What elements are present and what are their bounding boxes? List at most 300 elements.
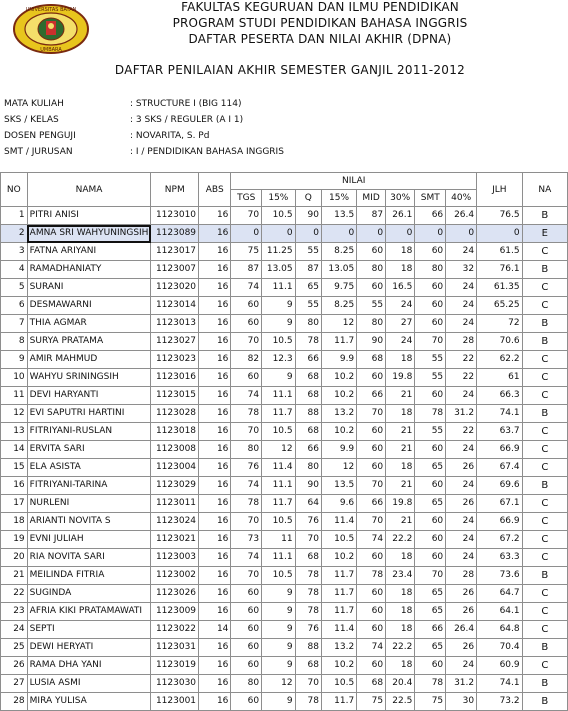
tgs-score-cell[interactable]: 70 bbox=[231, 207, 262, 225]
tgs-weighted-cell[interactable]: 9 bbox=[262, 297, 296, 315]
absence-count-cell[interactable]: 16 bbox=[199, 297, 231, 315]
absence-count-cell[interactable]: 16 bbox=[199, 351, 231, 369]
final-grade-cell[interactable]: C bbox=[522, 459, 567, 477]
smt-weighted-cell[interactable]: 22 bbox=[446, 351, 477, 369]
mid-score-cell[interactable]: 60 bbox=[357, 585, 386, 603]
mid-weighted-cell[interactable]: 18 bbox=[386, 261, 415, 279]
row-number-cell[interactable]: 12 bbox=[1, 405, 28, 423]
smt-weighted-cell[interactable]: 24 bbox=[446, 243, 477, 261]
quiz-score-cell[interactable]: 78 bbox=[295, 333, 321, 351]
quiz-score-cell[interactable]: 70 bbox=[295, 675, 321, 693]
mid-weighted-cell[interactable]: 16.5 bbox=[386, 279, 415, 297]
mid-score-cell[interactable]: 60 bbox=[357, 441, 386, 459]
tgs-score-cell[interactable]: 70 bbox=[231, 423, 262, 441]
tgs-weighted-cell[interactable]: 9 bbox=[262, 315, 296, 333]
smt-weighted-cell[interactable]: 26 bbox=[446, 459, 477, 477]
tgs-score-cell[interactable]: 74 bbox=[231, 387, 262, 405]
mid-score-cell[interactable]: 90 bbox=[357, 333, 386, 351]
smt-weighted-cell[interactable]: 30 bbox=[446, 693, 477, 711]
table-row[interactable] bbox=[1, 549, 568, 567]
final-grade-cell[interactable]: B bbox=[522, 315, 567, 333]
total-score-cell[interactable]: 74.1 bbox=[477, 675, 522, 693]
mid-score-cell[interactable]: 66 bbox=[357, 387, 386, 405]
total-score-cell[interactable]: 64.7 bbox=[477, 585, 522, 603]
student-npm-cell[interactable]: 1123089 bbox=[151, 225, 199, 243]
smt-score-cell[interactable]: 66 bbox=[415, 621, 446, 639]
tgs-score-cell[interactable]: 60 bbox=[231, 297, 262, 315]
tgs-weighted-cell[interactable]: 9 bbox=[262, 657, 296, 675]
smt-score-cell[interactable]: 70 bbox=[415, 567, 446, 585]
smt-score-cell[interactable]: 80 bbox=[415, 261, 446, 279]
final-grade-cell[interactable]: C bbox=[522, 297, 567, 315]
smt-weighted-cell[interactable]: 22 bbox=[446, 369, 477, 387]
tgs-score-cell[interactable]: 60 bbox=[231, 315, 262, 333]
table-row[interactable] bbox=[1, 441, 568, 459]
total-score-cell[interactable]: 66.3 bbox=[477, 387, 522, 405]
quiz-score-cell[interactable]: 78 bbox=[295, 585, 321, 603]
mid-weighted-cell[interactable]: 18 bbox=[386, 621, 415, 639]
mid-weighted-cell[interactable]: 21 bbox=[386, 513, 415, 531]
student-name-cell[interactable]: SEPTI bbox=[27, 621, 151, 639]
student-name-cell[interactable]: EVNI JULIAH bbox=[27, 531, 151, 549]
tgs-weighted-cell[interactable]: 9 bbox=[262, 621, 296, 639]
tgs-weighted-cell[interactable]: 11.7 bbox=[262, 405, 296, 423]
quiz-weighted-cell[interactable]: 13.05 bbox=[321, 261, 356, 279]
smt-weighted-cell[interactable]: 24 bbox=[446, 279, 477, 297]
total-score-cell[interactable]: 66.9 bbox=[477, 441, 522, 459]
col-header-smt-percent[interactable]: 40% bbox=[446, 190, 477, 207]
total-score-cell[interactable]: 76.1 bbox=[477, 261, 522, 279]
student-npm-cell[interactable]: 1123007 bbox=[151, 261, 199, 279]
total-score-cell[interactable]: 70.4 bbox=[477, 639, 522, 657]
quiz-score-cell[interactable]: 55 bbox=[295, 297, 321, 315]
mid-weighted-cell[interactable]: 18 bbox=[386, 657, 415, 675]
quiz-weighted-cell[interactable]: 10.2 bbox=[321, 387, 356, 405]
tgs-weighted-cell[interactable]: 9 bbox=[262, 693, 296, 711]
student-name-cell[interactable]: RIA NOVITA SARI bbox=[27, 549, 151, 567]
smt-score-cell[interactable]: 60 bbox=[415, 243, 446, 261]
quiz-weighted-cell[interactable]: 11.7 bbox=[321, 585, 356, 603]
student-name-cell[interactable]: SURANI bbox=[27, 279, 151, 297]
absence-count-cell[interactable]: 16 bbox=[199, 675, 231, 693]
student-name-cell[interactable]: WAHYU SRININGSIH bbox=[27, 369, 151, 387]
table-row[interactable] bbox=[1, 333, 568, 351]
table-row[interactable] bbox=[1, 405, 568, 423]
mid-score-cell[interactable]: 78 bbox=[357, 567, 386, 585]
student-npm-cell[interactable]: 1123014 bbox=[151, 297, 199, 315]
smt-weighted-cell[interactable]: 24 bbox=[446, 315, 477, 333]
final-grade-cell[interactable]: C bbox=[522, 441, 567, 459]
student-name-cell[interactable]: DEWI HERYATI bbox=[27, 639, 151, 657]
student-name-cell[interactable]: SUGINDA bbox=[27, 585, 151, 603]
col-header-no[interactable]: NO bbox=[1, 173, 28, 207]
mid-weighted-cell[interactable]: 18 bbox=[386, 351, 415, 369]
col-header-nilai[interactable]: NILAI bbox=[231, 173, 477, 190]
tgs-weighted-cell[interactable]: 10.5 bbox=[262, 423, 296, 441]
student-name-cell[interactable]: ARIANTI NOVITA S bbox=[27, 513, 151, 531]
mid-score-cell[interactable]: 60 bbox=[357, 549, 386, 567]
student-name-cell[interactable]: AMIR MAHMUD bbox=[27, 351, 151, 369]
tgs-weighted-cell[interactable]: 9 bbox=[262, 585, 296, 603]
row-number-cell[interactable]: 20 bbox=[1, 549, 28, 567]
absence-count-cell[interactable]: 16 bbox=[199, 585, 231, 603]
row-number-cell[interactable]: 4 bbox=[1, 261, 28, 279]
student-npm-cell[interactable]: 1123020 bbox=[151, 279, 199, 297]
mid-weighted-cell[interactable]: 21 bbox=[386, 387, 415, 405]
mid-score-cell[interactable]: 70 bbox=[357, 405, 386, 423]
total-score-cell[interactable]: 67.4 bbox=[477, 459, 522, 477]
tgs-weighted-cell[interactable]: 9 bbox=[262, 603, 296, 621]
table-row[interactable] bbox=[1, 297, 568, 315]
absence-count-cell[interactable]: 16 bbox=[199, 261, 231, 279]
tgs-weighted-cell[interactable]: 10.5 bbox=[262, 513, 296, 531]
absence-count-cell[interactable]: 16 bbox=[199, 657, 231, 675]
tgs-score-cell[interactable]: 74 bbox=[231, 279, 262, 297]
smt-weighted-cell[interactable]: 22 bbox=[446, 423, 477, 441]
mid-score-cell[interactable]: 60 bbox=[357, 657, 386, 675]
mid-weighted-cell[interactable]: 24 bbox=[386, 297, 415, 315]
final-grade-cell[interactable]: C bbox=[522, 513, 567, 531]
final-grade-cell[interactable]: C bbox=[522, 603, 567, 621]
quiz-score-cell[interactable]: 76 bbox=[295, 621, 321, 639]
quiz-score-cell[interactable]: 76 bbox=[295, 513, 321, 531]
student-npm-cell[interactable]: 1123026 bbox=[151, 585, 199, 603]
final-grade-cell[interactable]: C bbox=[522, 621, 567, 639]
row-number-cell[interactable]: 1 bbox=[1, 207, 28, 225]
tgs-weighted-cell[interactable]: 10.5 bbox=[262, 333, 296, 351]
col-header-mid-percent[interactable]: 30% bbox=[386, 190, 415, 207]
table-row[interactable] bbox=[1, 567, 568, 585]
col-header-mid[interactable]: MID bbox=[357, 190, 386, 207]
col-header-tgs[interactable]: TGS bbox=[231, 190, 262, 207]
mid-weighted-cell[interactable]: 18 bbox=[386, 405, 415, 423]
tgs-score-cell[interactable]: 0 bbox=[231, 225, 262, 243]
quiz-weighted-cell[interactable]: 10.2 bbox=[321, 657, 356, 675]
tgs-score-cell[interactable]: 78 bbox=[231, 405, 262, 423]
mid-weighted-cell[interactable]: 19.8 bbox=[386, 495, 415, 513]
col-header-quiz-percent[interactable]: 15% bbox=[321, 190, 356, 207]
student-npm-cell[interactable]: 1123028 bbox=[151, 405, 199, 423]
student-name-cell[interactable]: AMNA SRI WAHYUNINGSIH bbox=[27, 225, 151, 243]
total-score-cell[interactable]: 62.2 bbox=[477, 351, 522, 369]
absence-count-cell[interactable]: 16 bbox=[199, 603, 231, 621]
student-name-cell[interactable]: LUSIA ASMI bbox=[27, 675, 151, 693]
row-number-cell[interactable]: 3 bbox=[1, 243, 28, 261]
mid-score-cell[interactable]: 60 bbox=[357, 369, 386, 387]
absence-count-cell[interactable]: 16 bbox=[199, 333, 231, 351]
quiz-weighted-cell[interactable]: 12 bbox=[321, 459, 356, 477]
mid-score-cell[interactable]: 70 bbox=[357, 477, 386, 495]
tgs-score-cell[interactable]: 74 bbox=[231, 477, 262, 495]
table-row[interactable] bbox=[1, 531, 568, 549]
table-row[interactable] bbox=[1, 621, 568, 639]
tgs-score-cell[interactable]: 60 bbox=[231, 639, 262, 657]
row-number-cell[interactable]: 6 bbox=[1, 297, 28, 315]
smt-score-cell[interactable]: 60 bbox=[415, 549, 446, 567]
smt-weighted-cell[interactable]: 26 bbox=[446, 603, 477, 621]
mid-weighted-cell[interactable]: 18 bbox=[386, 603, 415, 621]
col-header-smt[interactable]: SMT bbox=[415, 190, 446, 207]
absence-count-cell[interactable]: 16 bbox=[199, 441, 231, 459]
smt-score-cell[interactable]: 65 bbox=[415, 585, 446, 603]
student-npm-cell[interactable]: 1123019 bbox=[151, 657, 199, 675]
table-row[interactable] bbox=[1, 495, 568, 513]
quiz-score-cell[interactable]: 64 bbox=[295, 495, 321, 513]
final-grade-cell[interactable]: E bbox=[522, 225, 567, 243]
tgs-score-cell[interactable]: 60 bbox=[231, 369, 262, 387]
table-row[interactable] bbox=[1, 387, 568, 405]
smt-score-cell[interactable]: 60 bbox=[415, 315, 446, 333]
mid-score-cell[interactable]: 70 bbox=[357, 513, 386, 531]
absence-count-cell[interactable]: 16 bbox=[199, 207, 231, 225]
student-npm-cell[interactable]: 1123008 bbox=[151, 441, 199, 459]
final-grade-cell[interactable]: B bbox=[522, 405, 567, 423]
final-grade-cell[interactable]: B bbox=[522, 567, 567, 585]
tgs-score-cell[interactable]: 87 bbox=[231, 261, 262, 279]
mid-score-cell[interactable]: 80 bbox=[357, 315, 386, 333]
tgs-weighted-cell[interactable]: 11.1 bbox=[262, 477, 296, 495]
absence-count-cell[interactable]: 16 bbox=[199, 243, 231, 261]
col-header-na[interactable]: NA bbox=[522, 173, 567, 207]
quiz-score-cell[interactable]: 66 bbox=[295, 441, 321, 459]
mid-weighted-cell[interactable]: 21 bbox=[386, 441, 415, 459]
smt-score-cell[interactable]: 65 bbox=[415, 495, 446, 513]
tgs-score-cell[interactable]: 60 bbox=[231, 657, 262, 675]
quiz-score-cell[interactable]: 68 bbox=[295, 369, 321, 387]
absence-count-cell[interactable]: 16 bbox=[199, 531, 231, 549]
col-header-quiz[interactable]: Q bbox=[295, 190, 321, 207]
row-number-cell[interactable]: 25 bbox=[1, 639, 28, 657]
final-grade-cell[interactable]: B bbox=[522, 207, 567, 225]
total-score-cell[interactable]: 61 bbox=[477, 369, 522, 387]
mid-weighted-cell[interactable]: 22.5 bbox=[386, 693, 415, 711]
tgs-score-cell[interactable]: 74 bbox=[231, 549, 262, 567]
tgs-weighted-cell[interactable]: 9 bbox=[262, 369, 296, 387]
student-name-cell[interactable]: RAMA DHA YANI bbox=[27, 657, 151, 675]
quiz-score-cell[interactable]: 78 bbox=[295, 567, 321, 585]
total-score-cell[interactable]: 0 bbox=[477, 225, 522, 243]
tgs-weighted-cell[interactable]: 12 bbox=[262, 441, 296, 459]
total-score-cell[interactable]: 69.6 bbox=[477, 477, 522, 495]
student-name-cell[interactable]: AFRIA KIKI PRATAMAWATI bbox=[27, 603, 151, 621]
mid-score-cell[interactable]: 68 bbox=[357, 351, 386, 369]
smt-weighted-cell[interactable]: 24 bbox=[446, 549, 477, 567]
tgs-weighted-cell[interactable]: 9 bbox=[262, 639, 296, 657]
student-name-cell[interactable]: RAMADHANIATY bbox=[27, 261, 151, 279]
quiz-weighted-cell[interactable]: 11.7 bbox=[321, 333, 356, 351]
smt-score-cell[interactable]: 60 bbox=[415, 531, 446, 549]
table-row[interactable] bbox=[1, 351, 568, 369]
quiz-weighted-cell[interactable]: 11.7 bbox=[321, 567, 356, 585]
table-row[interactable] bbox=[1, 225, 568, 243]
smt-weighted-cell[interactable]: 24 bbox=[446, 657, 477, 675]
table-row[interactable] bbox=[1, 693, 568, 711]
student-name-cell[interactable]: DESMAWARNI bbox=[27, 297, 151, 315]
student-name-cell[interactable]: PITRI ANISI bbox=[27, 207, 151, 225]
mid-weighted-cell[interactable]: 19.8 bbox=[386, 369, 415, 387]
mid-weighted-cell[interactable]: 21 bbox=[386, 477, 415, 495]
absence-count-cell[interactable]: 16 bbox=[199, 567, 231, 585]
table-row[interactable] bbox=[1, 261, 568, 279]
final-grade-cell[interactable]: C bbox=[522, 657, 567, 675]
tgs-score-cell[interactable]: 78 bbox=[231, 495, 262, 513]
smt-weighted-cell[interactable]: 24 bbox=[446, 477, 477, 495]
quiz-score-cell[interactable]: 80 bbox=[295, 315, 321, 333]
table-row[interactable] bbox=[1, 207, 568, 225]
table-row[interactable] bbox=[1, 369, 568, 387]
row-number-cell[interactable]: 5 bbox=[1, 279, 28, 297]
tgs-score-cell[interactable]: 60 bbox=[231, 585, 262, 603]
tgs-score-cell[interactable]: 70 bbox=[231, 333, 262, 351]
total-score-cell[interactable]: 67.1 bbox=[477, 495, 522, 513]
student-npm-cell[interactable]: 1123001 bbox=[151, 693, 199, 711]
smt-weighted-cell[interactable]: 26 bbox=[446, 495, 477, 513]
total-score-cell[interactable]: 70.6 bbox=[477, 333, 522, 351]
absence-count-cell[interactable]: 16 bbox=[199, 387, 231, 405]
tgs-score-cell[interactable]: 70 bbox=[231, 513, 262, 531]
student-name-cell[interactable]: THIA AGMAR bbox=[27, 315, 151, 333]
mid-score-cell[interactable]: 80 bbox=[357, 261, 386, 279]
mid-score-cell[interactable]: 0 bbox=[357, 225, 386, 243]
tgs-weighted-cell[interactable]: 12 bbox=[262, 675, 296, 693]
mid-weighted-cell[interactable]: 18 bbox=[386, 459, 415, 477]
smt-score-cell[interactable]: 60 bbox=[415, 477, 446, 495]
quiz-weighted-cell[interactable]: 9.6 bbox=[321, 495, 356, 513]
tgs-weighted-cell[interactable]: 0 bbox=[262, 225, 296, 243]
absence-count-cell[interactable]: 16 bbox=[199, 549, 231, 567]
quiz-score-cell[interactable]: 80 bbox=[295, 459, 321, 477]
absence-count-cell[interactable]: 16 bbox=[199, 369, 231, 387]
row-number-cell[interactable]: 10 bbox=[1, 369, 28, 387]
student-npm-cell[interactable]: 1123009 bbox=[151, 603, 199, 621]
smt-score-cell[interactable]: 55 bbox=[415, 423, 446, 441]
absence-count-cell[interactable]: 16 bbox=[199, 225, 231, 243]
tgs-weighted-cell[interactable]: 12.3 bbox=[262, 351, 296, 369]
quiz-weighted-cell[interactable]: 10.2 bbox=[321, 369, 356, 387]
smt-weighted-cell[interactable]: 24 bbox=[446, 513, 477, 531]
final-grade-cell[interactable]: B bbox=[522, 675, 567, 693]
mid-score-cell[interactable]: 68 bbox=[357, 675, 386, 693]
smt-weighted-cell[interactable]: 24 bbox=[446, 297, 477, 315]
smt-score-cell[interactable]: 60 bbox=[415, 441, 446, 459]
total-score-cell[interactable]: 64.8 bbox=[477, 621, 522, 639]
row-number-cell[interactable]: 18 bbox=[1, 513, 28, 531]
smt-weighted-cell[interactable]: 24 bbox=[446, 441, 477, 459]
total-score-cell[interactable]: 65.25 bbox=[477, 297, 522, 315]
quiz-score-cell[interactable]: 68 bbox=[295, 657, 321, 675]
smt-score-cell[interactable]: 75 bbox=[415, 693, 446, 711]
quiz-weighted-cell[interactable]: 8.25 bbox=[321, 243, 356, 261]
absence-count-cell[interactable]: 16 bbox=[199, 477, 231, 495]
absence-count-cell[interactable]: 16 bbox=[199, 405, 231, 423]
tgs-score-cell[interactable]: 73 bbox=[231, 531, 262, 549]
total-score-cell[interactable]: 76.5 bbox=[477, 207, 522, 225]
final-grade-cell[interactable]: C bbox=[522, 549, 567, 567]
smt-score-cell[interactable]: 55 bbox=[415, 351, 446, 369]
table-row[interactable] bbox=[1, 279, 568, 297]
absence-count-cell[interactable]: 16 bbox=[199, 423, 231, 441]
student-npm-cell[interactable]: 1123024 bbox=[151, 513, 199, 531]
smt-weighted-cell[interactable]: 31.2 bbox=[446, 405, 477, 423]
row-number-cell[interactable]: 7 bbox=[1, 315, 28, 333]
smt-weighted-cell[interactable]: 28 bbox=[446, 567, 477, 585]
quiz-score-cell[interactable]: 88 bbox=[295, 405, 321, 423]
student-npm-cell[interactable]: 1123023 bbox=[151, 351, 199, 369]
tgs-weighted-cell[interactable]: 10.5 bbox=[262, 207, 296, 225]
mid-weighted-cell[interactable]: 21 bbox=[386, 423, 415, 441]
tgs-score-cell[interactable]: 75 bbox=[231, 243, 262, 261]
table-row[interactable] bbox=[1, 315, 568, 333]
row-number-cell[interactable]: 23 bbox=[1, 603, 28, 621]
quiz-score-cell[interactable]: 68 bbox=[295, 387, 321, 405]
final-grade-cell[interactable]: B bbox=[522, 261, 567, 279]
col-header-npm[interactable]: NPM bbox=[151, 173, 199, 207]
final-grade-cell[interactable]: B bbox=[522, 333, 567, 351]
table-row[interactable] bbox=[1, 585, 568, 603]
student-name-cell[interactable]: MIRA YULISA bbox=[27, 693, 151, 711]
tgs-score-cell[interactable]: 80 bbox=[231, 675, 262, 693]
smt-score-cell[interactable]: 55 bbox=[415, 369, 446, 387]
mid-weighted-cell[interactable]: 20.4 bbox=[386, 675, 415, 693]
row-number-cell[interactable]: 21 bbox=[1, 567, 28, 585]
quiz-weighted-cell[interactable]: 9.9 bbox=[321, 441, 356, 459]
row-number-cell[interactable]: 28 bbox=[1, 693, 28, 711]
student-npm-cell[interactable]: 1123022 bbox=[151, 621, 199, 639]
mid-score-cell[interactable]: 60 bbox=[357, 603, 386, 621]
absence-count-cell[interactable]: 16 bbox=[199, 639, 231, 657]
total-score-cell[interactable]: 60.9 bbox=[477, 657, 522, 675]
quiz-weighted-cell[interactable]: 9.75 bbox=[321, 279, 356, 297]
table-row[interactable] bbox=[1, 639, 568, 657]
smt-score-cell[interactable]: 78 bbox=[415, 405, 446, 423]
quiz-weighted-cell[interactable]: 11.7 bbox=[321, 603, 356, 621]
quiz-weighted-cell[interactable]: 10.5 bbox=[321, 675, 356, 693]
row-number-cell[interactable]: 13 bbox=[1, 423, 28, 441]
tgs-score-cell[interactable]: 60 bbox=[231, 603, 262, 621]
total-score-cell[interactable]: 74.1 bbox=[477, 405, 522, 423]
quiz-weighted-cell[interactable]: 13.5 bbox=[321, 477, 356, 495]
quiz-weighted-cell[interactable]: 9.9 bbox=[321, 351, 356, 369]
tgs-weighted-cell[interactable]: 13.05 bbox=[262, 261, 296, 279]
tgs-weighted-cell[interactable]: 11.25 bbox=[262, 243, 296, 261]
final-grade-cell[interactable]: C bbox=[522, 495, 567, 513]
row-number-cell[interactable]: 14 bbox=[1, 441, 28, 459]
smt-score-cell[interactable]: 65 bbox=[415, 603, 446, 621]
total-score-cell[interactable]: 61.35 bbox=[477, 279, 522, 297]
table-row[interactable] bbox=[1, 603, 568, 621]
smt-score-cell[interactable]: 65 bbox=[415, 459, 446, 477]
quiz-weighted-cell[interactable]: 11.7 bbox=[321, 693, 356, 711]
student-name-cell[interactable]: FATNA ARIYANI bbox=[27, 243, 151, 261]
student-npm-cell[interactable]: 1123010 bbox=[151, 207, 199, 225]
smt-score-cell[interactable]: 60 bbox=[415, 513, 446, 531]
row-number-cell[interactable]: 15 bbox=[1, 459, 28, 477]
smt-weighted-cell[interactable]: 0 bbox=[446, 225, 477, 243]
student-npm-cell[interactable]: 1123017 bbox=[151, 243, 199, 261]
smt-score-cell[interactable]: 60 bbox=[415, 297, 446, 315]
row-number-cell[interactable]: 27 bbox=[1, 675, 28, 693]
quiz-score-cell[interactable]: 68 bbox=[295, 423, 321, 441]
row-number-cell[interactable]: 2 bbox=[1, 225, 28, 243]
absence-count-cell[interactable]: 16 bbox=[199, 513, 231, 531]
final-grade-cell[interactable]: C bbox=[522, 423, 567, 441]
student-name-cell[interactable]: ELA ASISTA bbox=[27, 459, 151, 477]
smt-score-cell[interactable]: 60 bbox=[415, 657, 446, 675]
total-score-cell[interactable]: 63.7 bbox=[477, 423, 522, 441]
student-npm-cell[interactable]: 1123002 bbox=[151, 567, 199, 585]
row-number-cell[interactable]: 8 bbox=[1, 333, 28, 351]
student-npm-cell[interactable]: 1123015 bbox=[151, 387, 199, 405]
